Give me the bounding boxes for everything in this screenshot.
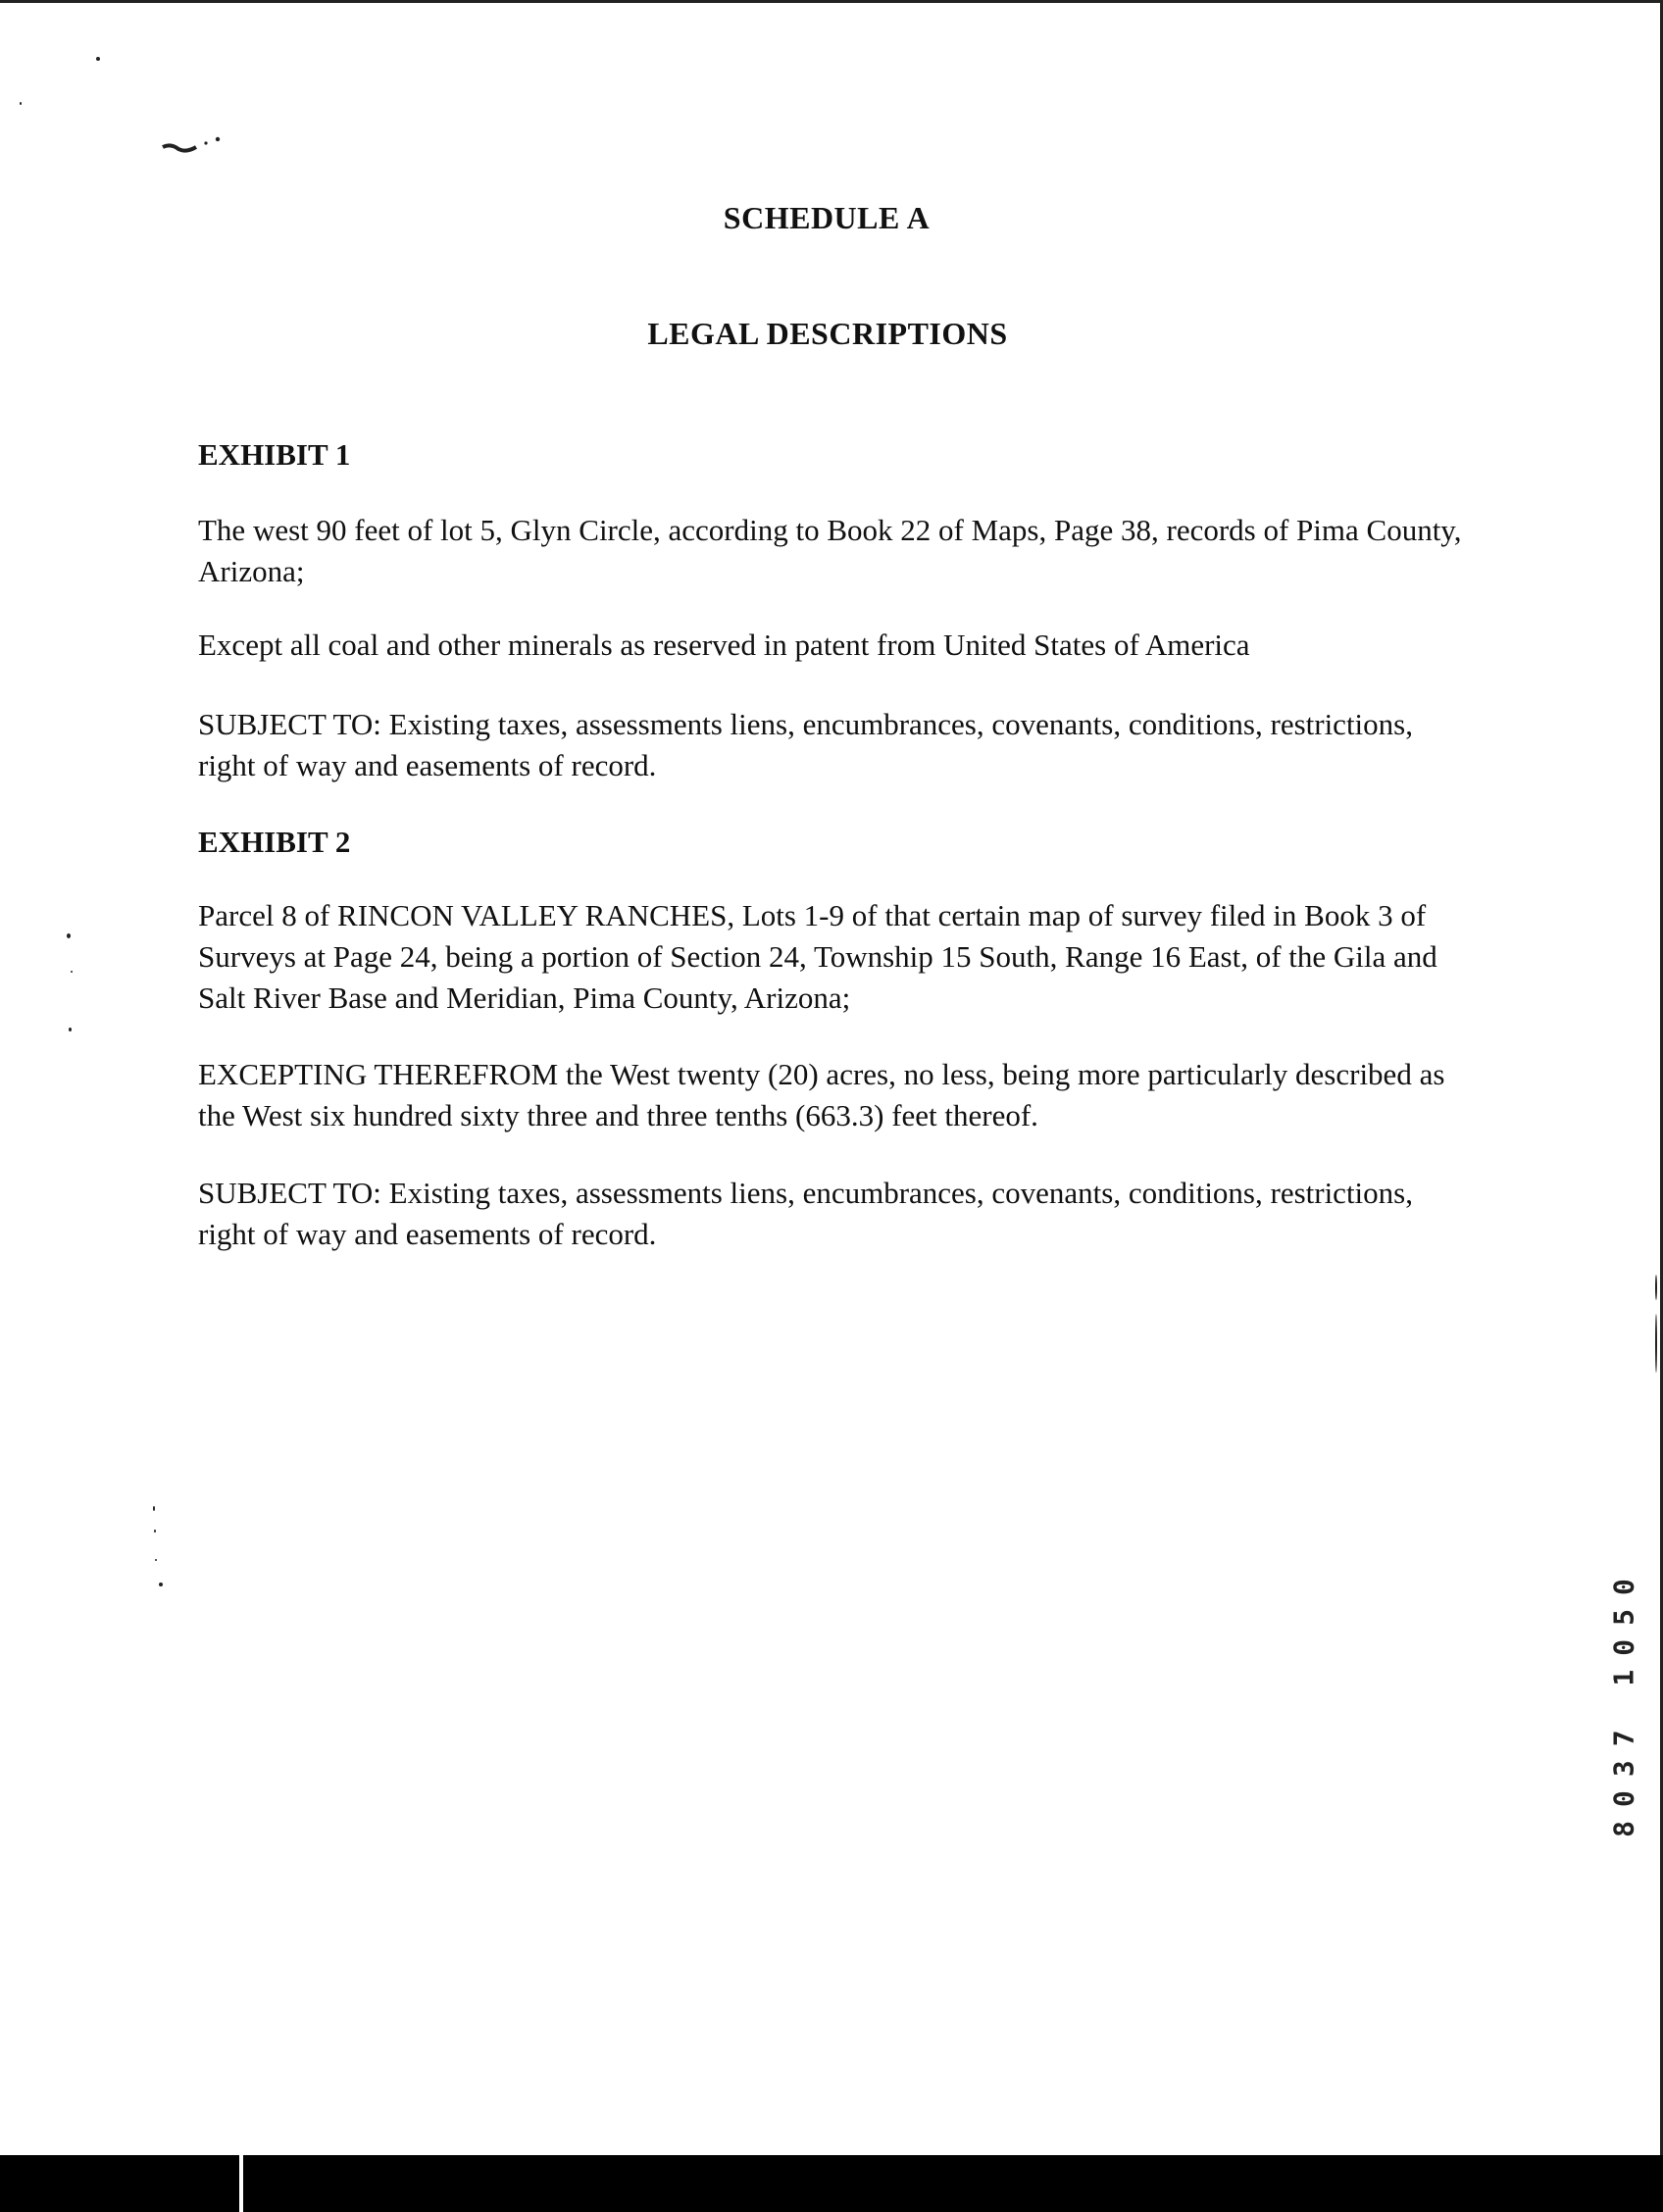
exhibit-1-paragraph: Except all coal and other minerals as reserved in patent from United States of America	[198, 628, 1250, 662]
scan-bottom-band-notch	[0, 2155, 243, 2212]
schedule-title: SCHEDULE A	[723, 200, 931, 235]
exhibit-2-paragraph: SUBJECT TO: Existing taxes, assessments liens, encumbrances, covenants, conditions, restrictions, right of way and easements of record.	[198, 1176, 1413, 1251]
exhibit-1-title: EXHIBIT 1	[198, 437, 351, 472]
margin-stamp-number: 8037 1050	[1607, 1565, 1640, 1837]
exhibit-2-paragraph: EXCEPTING THEREFROM the West twenty (20) acres, no less, being more particularly described as the West six hundred sixty three and three tenths (663.3) feet thereof.	[198, 1057, 1445, 1132]
exhibit-1-paragraph: The west 90 feet of lot 5, Glyn Circle, according to Book 22 of Maps, Page 38, records of Pima County, Arizona;	[198, 513, 1462, 588]
legal-descriptions-title: LEGAL DESCRIPTIONS	[647, 316, 1008, 351]
exhibit-2-title: EXHIBIT 2	[198, 825, 351, 859]
scan-bottom-band	[0, 2155, 1663, 2212]
scan-top-border	[0, 0, 1663, 3]
scan-mark-icon	[157, 133, 255, 163]
exhibit-2-paragraph: Parcel 8 of RINCON VALLEY RANCHES, Lots 1-9 of that certain map of survey filed in Book 3 of Surveys at Page 24, being a portion of Section 24, Township 15 South, Range 16 East, of the Gila and Salt River Base and Meridian, Pima County, Arizona;	[198, 898, 1437, 1015]
exhibit-1-paragraph: SUBJECT TO: Existing taxes, assessments liens, encumbrances, covenants, conditions, restrictions, right of way and easements of record.	[198, 707, 1413, 782]
margin-stamp	[1604, 1530, 1643, 1873]
